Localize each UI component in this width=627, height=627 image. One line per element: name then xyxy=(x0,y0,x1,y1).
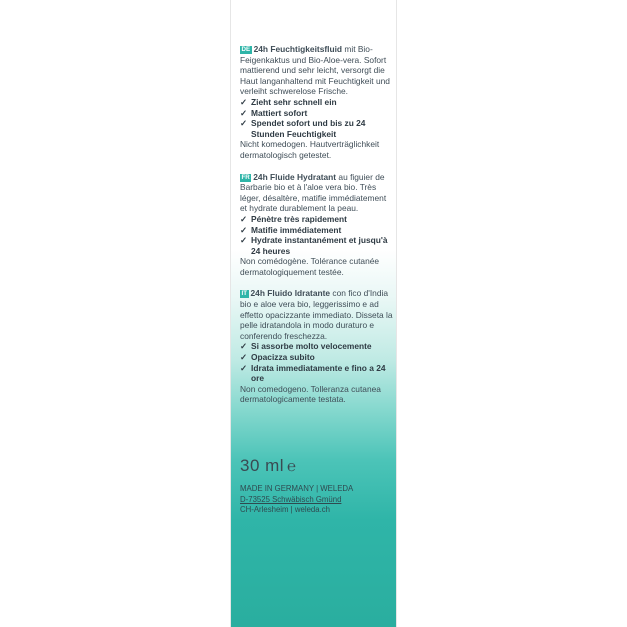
checkmark-icon: ✓ xyxy=(240,352,248,363)
footnote-de: Nicht komedogen. Hautverträglichkeit dermatologisch getestet. xyxy=(240,139,380,160)
benefit-item: ✓ Matifie immédiatement xyxy=(240,224,342,235)
language-badge-fr: FR xyxy=(241,173,250,181)
intro-fr xyxy=(240,172,394,214)
maker-line-1: MADE IN GERMANY | WELEDA xyxy=(240,484,354,493)
footnote-it: Non comedogeno. Tolleranza cutanea dermatologicamente testata. xyxy=(240,383,381,405)
intro-de xyxy=(240,44,394,97)
manufacturer-info xyxy=(240,484,395,516)
description-it: con fico d'India bio e aloe vera bio, leggerissimo e ad effetto opacizzante immediato. Disseta la pelle idratandola in modo duraturo e conferendo freschezza. xyxy=(240,288,393,341)
benefit-item: ✓ Spendet sofort und bis zu 24 Stunden Feuchtigkeit xyxy=(240,118,366,139)
checkmark-icon: ✓ xyxy=(240,118,248,129)
benefit-item: ✓ Si assorbe molto velocemente xyxy=(240,341,372,352)
benefits-list-it xyxy=(240,341,394,383)
package-text xyxy=(240,44,394,416)
estimated-sign-icon: ℮ xyxy=(287,458,297,475)
benefits-list-de xyxy=(240,97,394,139)
checkmark-icon: ✓ xyxy=(240,96,248,107)
benefit-item: ✓ Pénètre très rapidement xyxy=(240,213,347,224)
checkmark-icon: ✓ xyxy=(240,362,248,373)
description-de: mit Bio-Feigenkaktus und Bio-Aloe-vera. Sofort mattierend und sehr leicht, versorgt die Haut langanhaltend mit Feuchtigkeit und verleiht schwerelose Frische. xyxy=(240,44,390,97)
checkmark-icon: ✓ xyxy=(240,224,248,235)
maker-address: D-73525 Schwäbisch Gmünd xyxy=(240,494,342,504)
product-name-fr: 24h Fluide Hydratant xyxy=(253,171,337,182)
description-fr: au figuier de Barbarie bio et à l'aloe vera bio. Très léger, désaltère, matifie immédiatement et hydrate durablement la peau. xyxy=(240,171,387,214)
benefit-item: ✓ Mattiert sofort xyxy=(240,107,308,118)
maker-line-3: CH-Arlesheim | weleda.ch xyxy=(240,505,330,514)
intro-it xyxy=(240,288,394,341)
section-fr xyxy=(240,172,394,278)
product-name-it: 24h Fluido Idratante xyxy=(250,288,331,299)
volume-label xyxy=(240,456,297,476)
benefit-item: ✓ Idrata immediatamente e fino a 24 ore xyxy=(240,362,386,384)
checkmark-icon: ✓ xyxy=(240,107,248,118)
benefit-item: ✓ Hydrate instantanément et jusqu'à 24 heures xyxy=(240,235,388,256)
checkmark-icon: ✓ xyxy=(240,213,248,224)
section-it xyxy=(240,288,394,405)
language-badge-de: DE xyxy=(241,46,251,53)
checkmark-icon: ✓ xyxy=(240,235,248,246)
benefits-list-fr xyxy=(240,214,394,256)
language-badge-it: IT xyxy=(241,290,247,298)
benefit-item: ✓ Zieht sehr schnell ein xyxy=(240,96,337,107)
section-de xyxy=(240,44,394,161)
volume-amount: 30 ml xyxy=(240,456,285,475)
checkmark-icon: ✓ xyxy=(240,341,248,352)
product-name-de: 24h Feuchtigkeitsfluid xyxy=(253,44,343,54)
benefit-item: ✓ Opacizza subito xyxy=(240,352,315,363)
footnote-fr: Non comédogène. Tolérance cutanée dermatologiquement testée. xyxy=(240,256,380,277)
